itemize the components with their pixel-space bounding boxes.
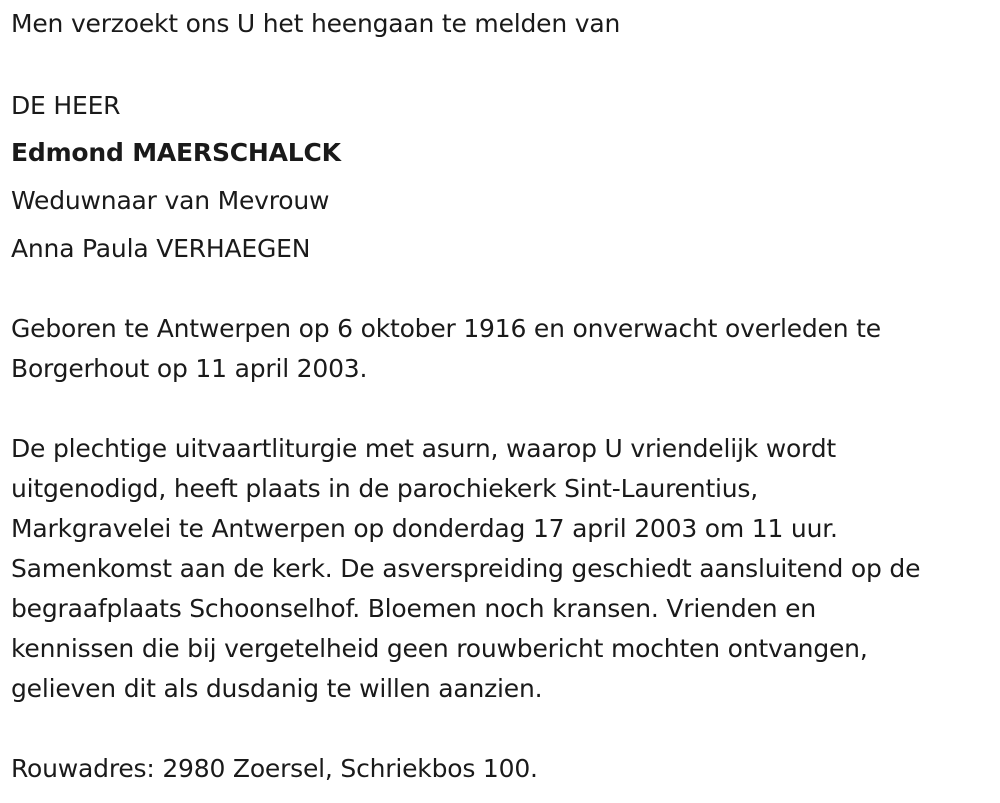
ceremony-line: Markgravelei te Antwerpen op donderdag 17 april 2003 om 11 uur. [11,514,838,543]
ceremony-line: uitgenodigd, heeft plaats in de parochiekerk Sint-Laurentius, [11,474,759,503]
spouse-name: Anna Paula VERHAEGEN [11,234,311,263]
relation-text: Weduwnaar van Mevrouw [11,186,330,215]
birth-death-line: Borgerhout op 11 april 2003. [11,354,368,383]
ceremony-line: Samenkomst aan de kerk. De asverspreiding geschiedt aansluitend op de [11,554,921,583]
intro-text: Men verzoekt ons U het heengaan te melden van [11,9,621,38]
mourning-address: Rouwadres: 2980 Zoersel, Schriekbos 100. [11,754,538,783]
birth-death-line: Geboren te Antwerpen op 6 oktober 1916 en onverwacht overleden te [11,314,881,343]
ceremony-line: gelieven dit als dusdanig te willen aanzien. [11,674,543,703]
deceased-name: Edmond MAERSCHALCK [11,138,341,167]
ceremony-line: De plechtige uitvaartliturgie met asurn, waarop U vriendelijk wordt [11,434,836,463]
honorific: DE HEER [11,91,121,120]
ceremony-line: begraafplaats Schoonselhof. Bloemen noch kransen. Vrienden en [11,594,816,623]
ceremony-line: kennissen die bij vergetelheid geen rouwbericht mochten ontvangen, [11,634,868,663]
